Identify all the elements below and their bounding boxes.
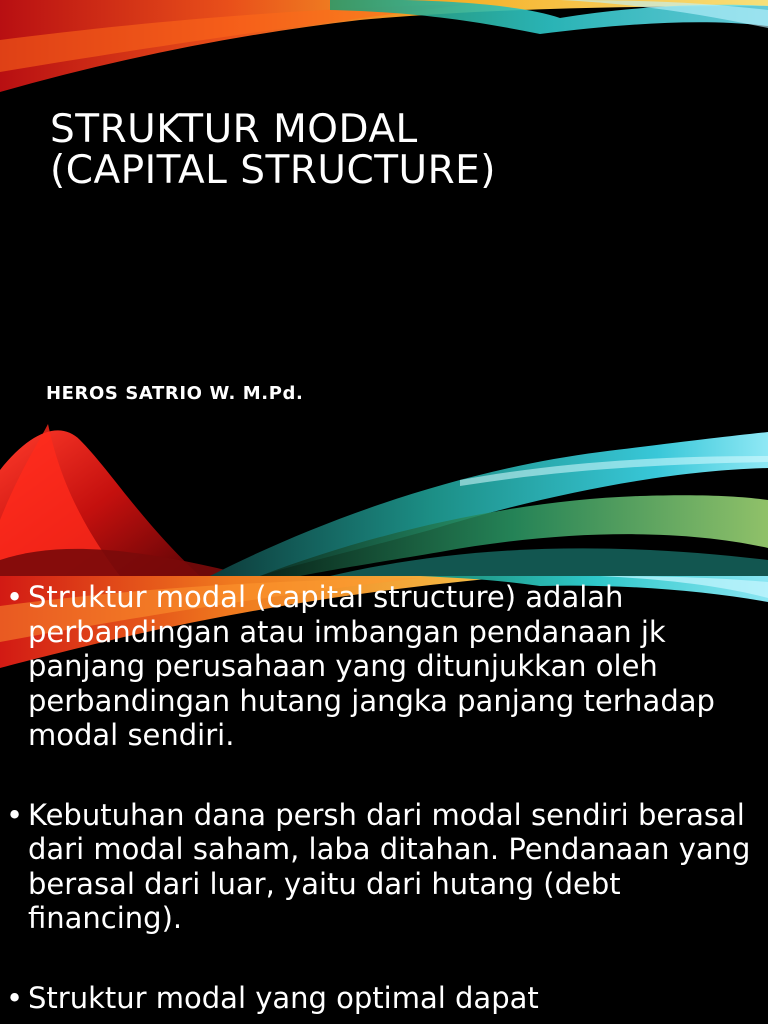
bullet-text: Struktur modal (capital structure) adalah perbandingan atau imbangan pendanaan jk panjang perusahaan yang ditunjukkan oleh perbandingan hutang jangka panjang terhadap modal sendiri. bbox=[28, 580, 715, 752]
title-line-1: STRUKTUR MODAL bbox=[50, 107, 418, 152]
content-slide bbox=[0, 576, 768, 1024]
author-name: HEROS SATRIO W. M.Pd. bbox=[46, 383, 304, 404]
bullet-list bbox=[6, 580, 766, 1024]
bullet-item bbox=[6, 798, 766, 936]
bullet-item bbox=[6, 981, 766, 1016]
bullet-text: Struktur modal yang optimal dapat bbox=[28, 980, 539, 1015]
bullet-text: Kebutuhan dana persh dari modal sendiri berasal dari modal saham, laba ditahan. Pendanaan yang berasal dari luar, yaitu dari hutang (debt financing). bbox=[28, 797, 751, 935]
title-line-2: (CAPITAL STRUCTURE) bbox=[50, 147, 497, 193]
bullet-icon: • bbox=[6, 980, 24, 1015]
slide-title bbox=[50, 107, 497, 193]
bullet-icon: • bbox=[6, 797, 24, 832]
bullet-item bbox=[6, 580, 766, 753]
bullet-icon: • bbox=[6, 580, 24, 614]
